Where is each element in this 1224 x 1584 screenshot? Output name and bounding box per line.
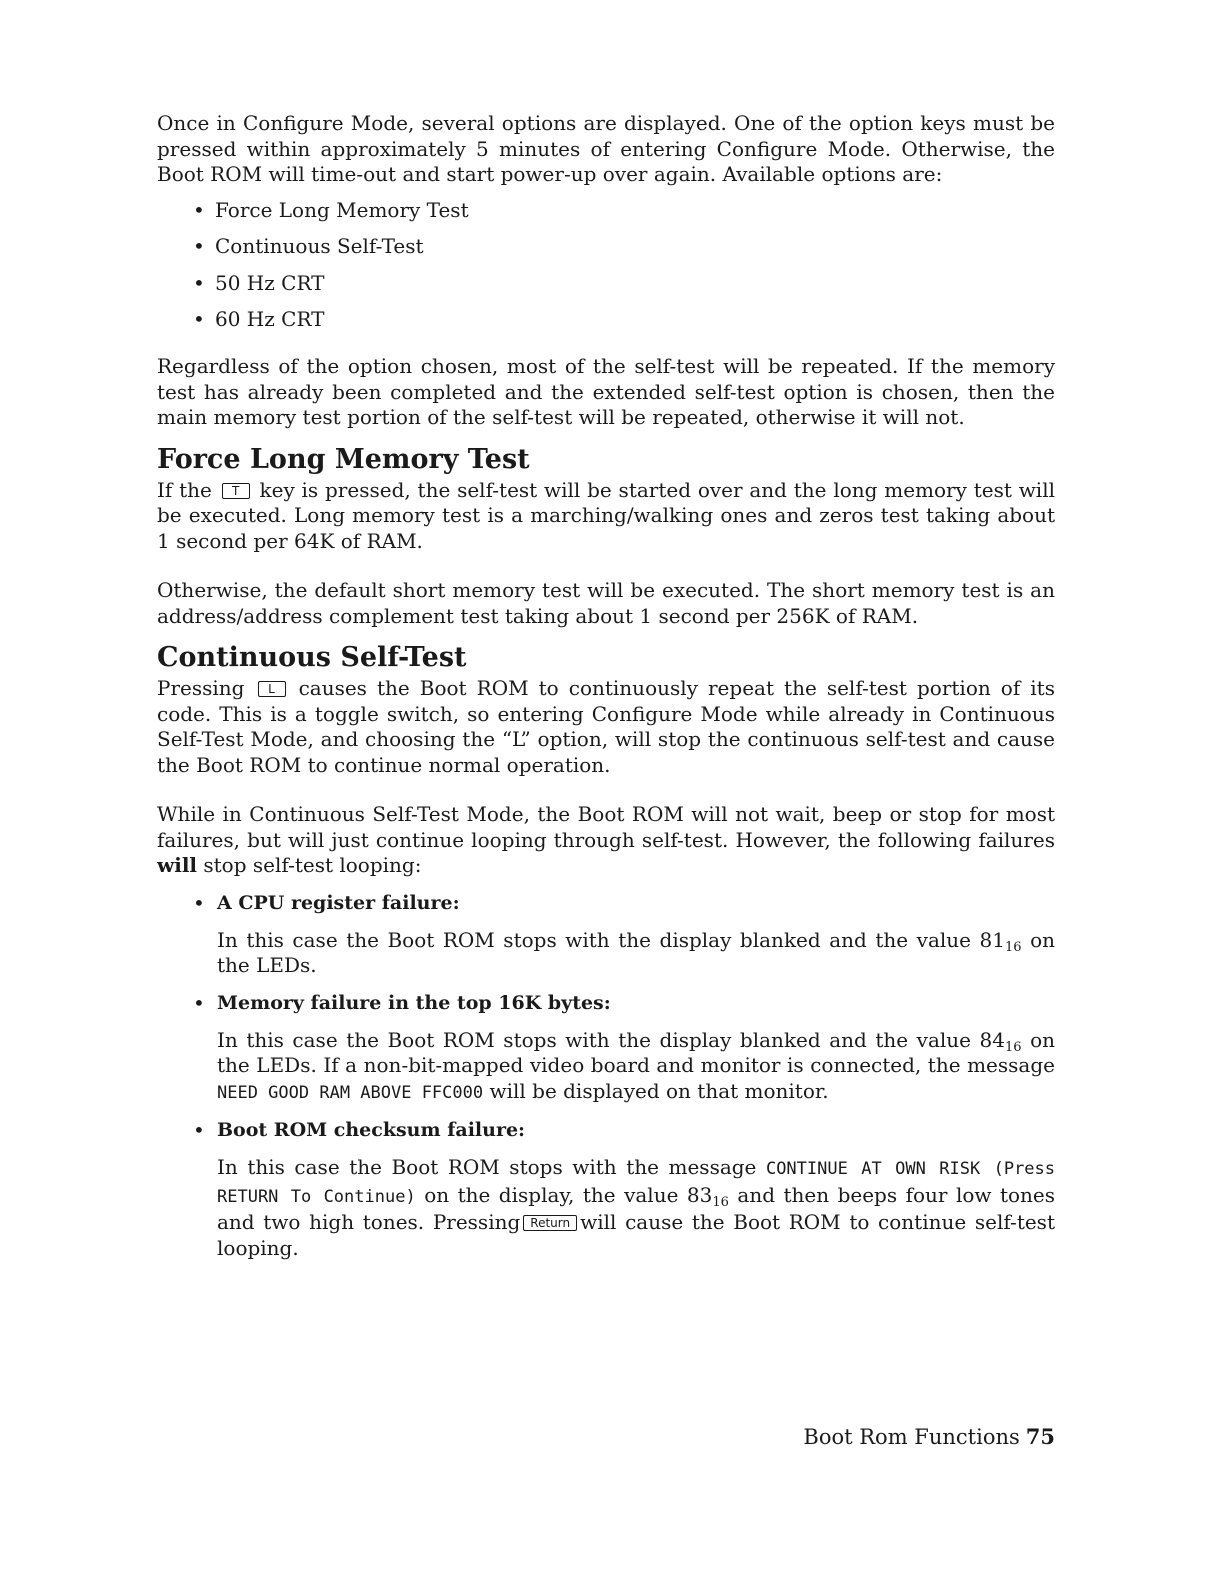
- text: will cause the Boot ROM to continue self-test looping.: [217, 1210, 1055, 1260]
- list-item: • Force Long Memory Test: [193, 198, 1055, 223]
- subscript: 16: [712, 1194, 729, 1210]
- text: causes the Boot ROM to continuously repeat the self-test portion of its code. This is a toggle switch, so entering Configure Mode while already in Continuous Self-Test Mode, and choosing the “L” option, will stop the continuous self-test and cause the Boot ROM to continue normal operation.: [157, 676, 1055, 777]
- page-number: 75: [1025, 1424, 1055, 1449]
- subscript: 16: [1005, 939, 1022, 955]
- text: While in Continuous Self-Test Mode, the Boot ROM will not wait, beep or stop for most failures, but will just continue looping through self-test. However, the following failures: [157, 802, 1055, 852]
- text: Pressing: [157, 676, 245, 700]
- options-list: [193, 198, 1055, 333]
- page-footer: [803, 1424, 1055, 1450]
- continuous-paragraph-1: [157, 676, 1055, 778]
- emphasis: will: [157, 853, 198, 877]
- text: In this case the Boot ROM stops with the display blanked and the value 81: [217, 927, 1005, 952]
- failure-description: [217, 1028, 1055, 1107]
- failures-list: [193, 891, 1055, 1262]
- continuous-paragraph-2: [157, 802, 1055, 879]
- list-item: [193, 891, 1055, 979]
- text: on the display, the value 83: [424, 1182, 713, 1207]
- text: on the LEDs.: [217, 927, 1056, 977]
- text: and then beeps four low tones and two high tones. Pressing: [217, 1182, 1056, 1234]
- key-cap-return: Return: [523, 1215, 577, 1231]
- subscript: 16: [1005, 1039, 1022, 1055]
- force-long-paragraph-2: Otherwise, the default short memory test will be executed. The short memory test is an address/address complement test taking about 1 second per 256K of RAM.: [157, 578, 1055, 628]
- text: stop self-test looping:: [203, 853, 422, 877]
- text: on the LEDs. If a non-bit-mapped video board and monitor is connected, the message: [217, 1027, 1056, 1077]
- intro-paragraph: Once in Configure Mode, several options are displayed. One of the option keys must be pressed within approximately 5 minutes of entering Configure Mode. Otherwise, the Boot ROM will time-out and start power-up over again. Available options are:: [157, 111, 1055, 186]
- key-cap-l: L: [258, 681, 286, 697]
- section-heading-force-long: Force Long Memory Test: [157, 443, 530, 475]
- force-long-paragraph-1: [157, 478, 1055, 555]
- text: In this case the Boot ROM stops with the display blanked and the value 84: [217, 1027, 1005, 1052]
- failure-title: • A CPU register failure:: [217, 891, 460, 914]
- monospace-message: CONTINUE AT OWN RISK (Press RETURN To Continue): [217, 1159, 1056, 1207]
- failure-title: • Memory failure in the top 16K bytes:: [217, 991, 611, 1014]
- monospace-message: NEED GOOD RAM ABOVE FFC000: [217, 1082, 484, 1103]
- page-body: [157, 111, 1055, 1273]
- list-item: • 50 Hz CRT: [193, 271, 1055, 296]
- failure-title: • Boot ROM checksum failure:: [217, 1119, 526, 1141]
- list-item: [193, 991, 1055, 1107]
- regardless-paragraph: Regardless of the option chosen, most of the self-test will be repeated. If the memory test has already been completed and the extended self-test option is chosen, then the main memory test portion of the self-test will be repeated, otherwise it will not.: [157, 354, 1055, 429]
- footer-section-title: Boot Rom Functions: [803, 1425, 1020, 1449]
- failure-description: [217, 1155, 1055, 1261]
- text: If the: [157, 477, 212, 502]
- text: key is pressed, the self-test will be started over and the long memory test will be executed. Long memory test is a marching/walking ones and zeros test taking about 1 second per 64K of RAM.: [157, 477, 1055, 553]
- list-item: [193, 1118, 1055, 1261]
- key-cap-t: T: [222, 483, 250, 499]
- list-item: • 60 Hz CRT: [193, 307, 1055, 332]
- list-item: • Continuous Self-Test: [193, 234, 1055, 259]
- failure-description: [217, 928, 1055, 979]
- text: In this case the Boot ROM stops with the message: [217, 1155, 757, 1179]
- text: will be displayed on that monitor.: [489, 1078, 829, 1103]
- section-heading-continuous: Continuous Self-Test: [157, 642, 467, 673]
